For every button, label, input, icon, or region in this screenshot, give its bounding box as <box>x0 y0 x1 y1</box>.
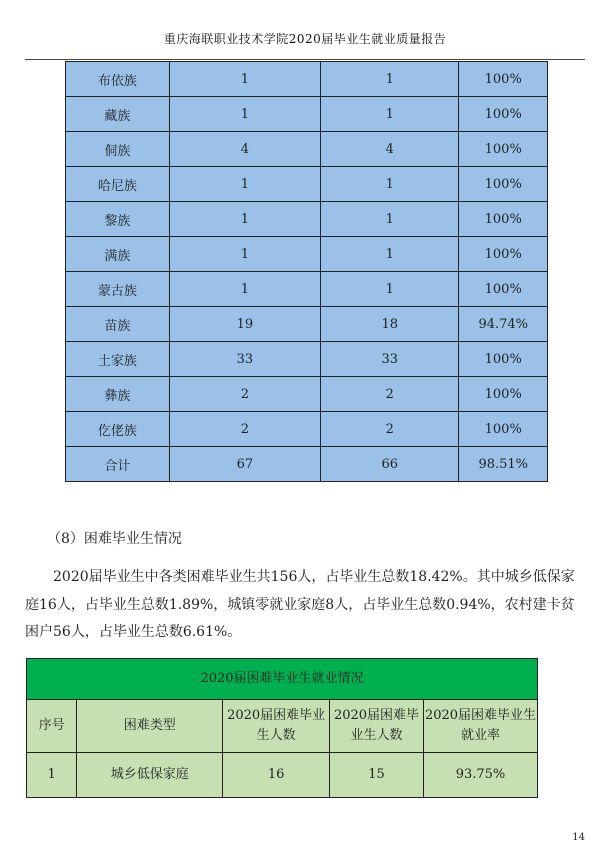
section-heading: （8）困难毕业生情况 <box>47 531 182 547</box>
cell-ethnicity: 哈尼族 <box>66 167 170 202</box>
cell-ethnicity: 黎族 <box>66 202 170 237</box>
cell-count-employed: 18 <box>321 307 459 342</box>
cell-ethnicity: 蒙古族 <box>66 272 170 307</box>
cell-rate: 100% <box>459 167 548 202</box>
cell-count-employed: 1 <box>321 272 459 307</box>
cell-employed: 15 <box>330 753 424 798</box>
cell-count-total: 19 <box>169 307 320 342</box>
cell-rate: 98.51% <box>459 447 548 482</box>
cell-count-total: 67 <box>169 447 320 482</box>
table-row <box>27 753 538 798</box>
cell-ethnicity: 合计 <box>66 447 170 482</box>
cell-ethnicity: 土家族 <box>66 342 170 377</box>
table-row <box>66 202 548 237</box>
cell-count-total: 1 <box>169 272 320 307</box>
header-type: 困难类型 <box>77 700 223 753</box>
cell-index: 1 <box>27 753 77 798</box>
difficulty-employment-table <box>26 658 538 798</box>
table-row <box>66 342 548 377</box>
table-row <box>66 412 548 447</box>
page-number: 14 <box>572 832 585 843</box>
cell-count-employed: 1 <box>321 62 459 97</box>
cell-count-total: 33 <box>169 342 320 377</box>
cell-count-employed: 2 <box>321 412 459 447</box>
cell-count-employed: 1 <box>321 237 459 272</box>
cell-ethnicity: 苗族 <box>66 307 170 342</box>
cell-count-employed: 33 <box>321 342 459 377</box>
table-row <box>66 62 548 97</box>
cell-count-employed: 1 <box>321 167 459 202</box>
cell-rate: 93.75% <box>424 753 538 798</box>
cell-count-employed: 66 <box>321 447 459 482</box>
cell-count-total: 1 <box>169 167 320 202</box>
table-row <box>66 97 548 132</box>
cell-count-employed: 2 <box>321 377 459 412</box>
header-rate: 2020届困难毕业生就业率 <box>424 700 538 753</box>
cell-rate: 100% <box>459 237 548 272</box>
cell-rate: 100% <box>459 272 548 307</box>
cell-ethnicity: 满族 <box>66 237 170 272</box>
cell-ethnicity: 侗族 <box>66 132 170 167</box>
header-employed: 2020届困难毕业生人数 <box>330 700 424 753</box>
cell-count-total: 2 <box>169 412 320 447</box>
cell-rate: 100% <box>459 342 548 377</box>
table-title: 2020届困难毕业生就业情况 <box>27 659 538 700</box>
table-row <box>66 447 548 482</box>
cell-count-total: 4 <box>169 132 320 167</box>
cell-ethnicity: 藏族 <box>66 97 170 132</box>
cell-count-total: 1 <box>169 62 320 97</box>
table-row <box>66 167 548 202</box>
cell-count-employed: 1 <box>321 97 459 132</box>
ethnic-employment-table <box>65 61 548 482</box>
table-row <box>66 132 548 167</box>
header-total: 2020届困难毕业生人数 <box>223 700 330 753</box>
cell-ethnicity: 布依族 <box>66 62 170 97</box>
header-divider <box>25 59 585 60</box>
cell-rate: 100% <box>459 132 548 167</box>
table-row <box>66 307 548 342</box>
cell-count-total: 1 <box>169 237 320 272</box>
cell-count-employed: 4 <box>321 132 459 167</box>
cell-rate: 100% <box>459 97 548 132</box>
table-row <box>66 272 548 307</box>
cell-rate: 100% <box>459 62 548 97</box>
cell-rate: 100% <box>459 202 548 237</box>
cell-count-total: 1 <box>169 202 320 237</box>
cell-ethnicity: 彝族 <box>66 377 170 412</box>
cell-count-total: 1 <box>169 97 320 132</box>
table-row <box>66 237 548 272</box>
cell-total: 16 <box>223 753 330 798</box>
table-row <box>66 377 548 412</box>
cell-ethnicity: 仡佬族 <box>66 412 170 447</box>
cell-count-employed: 1 <box>321 202 459 237</box>
cell-rate: 94.74% <box>459 307 548 342</box>
header-index: 序号 <box>27 700 77 753</box>
cell-count-total: 2 <box>169 377 320 412</box>
cell-type: 城乡低保家庭 <box>77 753 223 798</box>
page-header: 重庆海联职业技术学院2020届毕业生就业质量报告 <box>163 32 447 46</box>
cell-rate: 100% <box>459 412 548 447</box>
body-paragraph: 2020届毕业生中各类困难毕业生共156人，占毕业生总数18.42%。其中城乡低保家庭16人，占毕业生总数1.89%，城镇零就业家庭8人，占毕业生总数0.94%，农村建卡贫困户56人，占毕业生总数6.61%。 <box>25 569 575 640</box>
cell-rate: 100% <box>459 377 548 412</box>
